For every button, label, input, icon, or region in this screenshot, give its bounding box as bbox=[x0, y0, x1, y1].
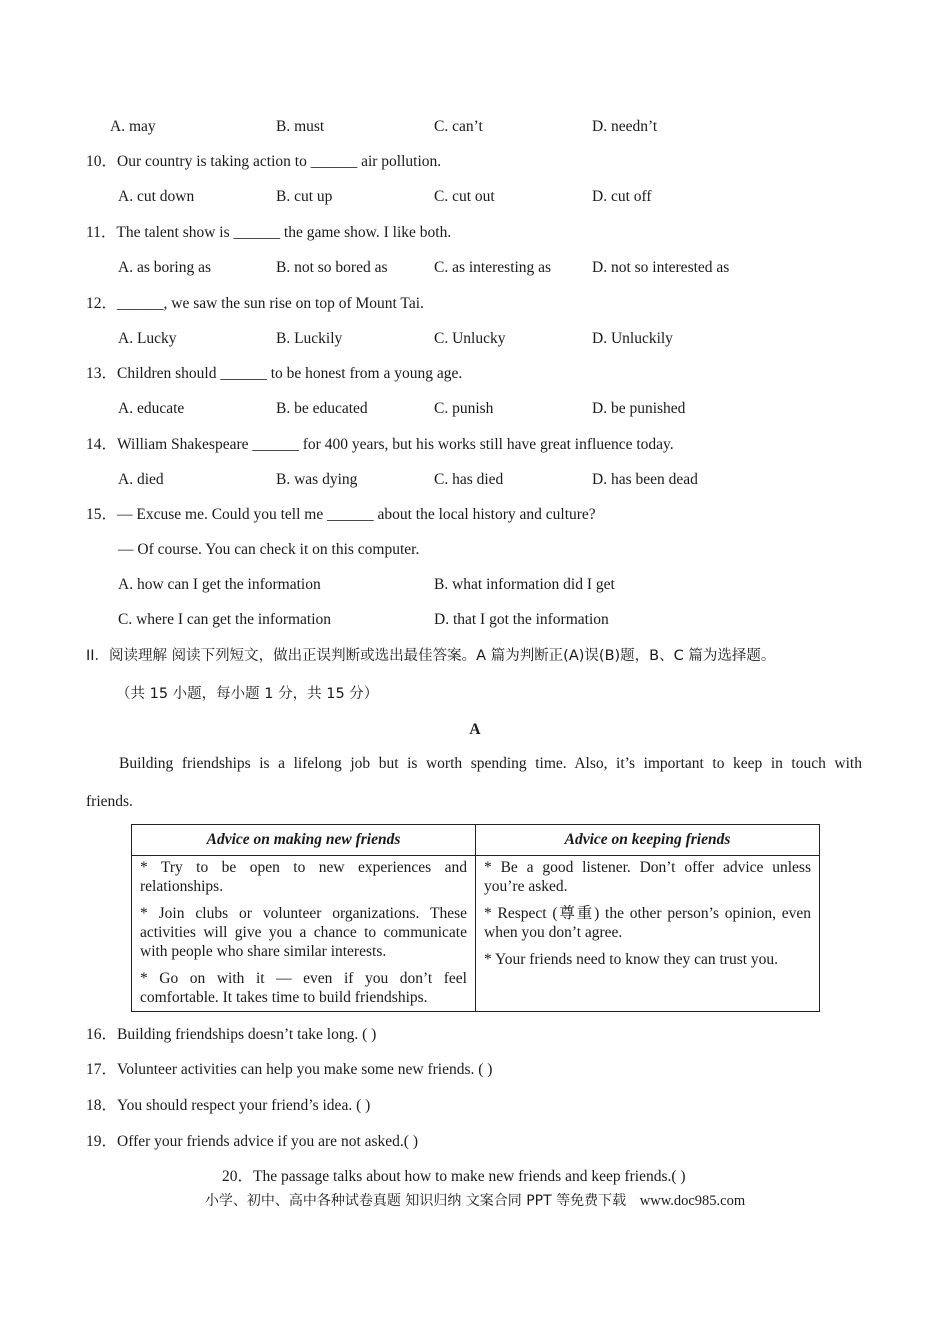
q14-option-b: B. was dying bbox=[276, 471, 358, 488]
q14-option-a: A. died bbox=[118, 471, 164, 488]
q12-option-c: C. Unlucky bbox=[434, 330, 506, 347]
passage-intro-line1: Building friendships is a lifelong job but is worth spending time. Also, it’s important to keep in touch with bbox=[119, 755, 862, 772]
advice-col1-item: * Go on with it — even if you don’t feel comfortable. It takes time to build friendships. bbox=[140, 970, 467, 1006]
q11-option-c: C. as interesting as bbox=[434, 259, 552, 276]
q10-option-d: D. cut off bbox=[592, 188, 652, 205]
q13-stem: 13．Children should ______ to be honest from a young age. bbox=[86, 365, 463, 382]
footer-url: www.doc985.com bbox=[639, 1193, 746, 1209]
q15-stem: 15．— Excuse me. Could you tell me ______ about the local history and culture? bbox=[86, 506, 596, 523]
q11-stem: 11．The talent show is ______ the game show. I like both. bbox=[86, 224, 452, 241]
q14-option-c: C. has died bbox=[434, 471, 504, 488]
q14-stem: 14．William Shakespeare ______ for 400 years, but his works still have great influence today. bbox=[86, 436, 674, 453]
q9-option-a: A. may bbox=[110, 118, 156, 135]
q10-option-c: C. cut out bbox=[434, 188, 495, 205]
advice-col1-header: Advice on making new friends bbox=[132, 825, 476, 856]
q15-option-a: A. how can I get the information bbox=[118, 576, 321, 593]
advice-col2-cell bbox=[476, 856, 820, 1012]
q15-option-d: D. that I got the information bbox=[434, 611, 609, 628]
statement-18: 18．You should respect your friend’s idea. ( ) bbox=[86, 1097, 371, 1114]
advice-col2-header: Advice on keeping friends bbox=[476, 825, 820, 856]
footer-text: 小学、初中、高中各种试卷真题 知识归纳 文案合同 PPT 等免费下载 bbox=[204, 1193, 627, 1209]
advice-col2-item: * Your friends need to know they can trust you. bbox=[484, 951, 779, 968]
q13-option-a: A. educate bbox=[118, 400, 185, 417]
q12-option-b: B. Luckily bbox=[276, 330, 343, 347]
statement-16: 16．Building friendships doesn’t take long. ( ) bbox=[86, 1026, 377, 1043]
section-heading: II．阅读理解 阅读下列短文，做出正误判断或选出最佳答案。A 篇为判断正(A)误(B)题，B、C 篇为选择题。 bbox=[86, 648, 776, 664]
section-scoring-note: （共 15 小题，每小题 1 分，共 15 分） bbox=[116, 686, 379, 702]
q9-option-b: B. must bbox=[276, 118, 325, 135]
q15-option-b: B. what information did I get bbox=[434, 576, 615, 593]
q10-option-b: B. cut up bbox=[276, 188, 333, 205]
passage-label: A bbox=[469, 721, 481, 738]
advice-col2-item: * Respect (尊重) the other person’s opinion, even when you don’t agree. bbox=[484, 905, 811, 941]
q15-option-c: C. where I can get the information bbox=[118, 611, 332, 628]
q13-option-d: D. be punished bbox=[592, 400, 686, 417]
q12-stem: 12．______, we saw the sun rise on top of Mount Tai. bbox=[86, 295, 424, 312]
q11-option-b: B. not so bored as bbox=[276, 259, 388, 276]
q11-option-a: A. as boring as bbox=[118, 259, 211, 276]
q10-option-a: A. cut down bbox=[118, 188, 195, 205]
q12-option-a: A. Lucky bbox=[118, 330, 177, 347]
q12-option-d: D. Unluckily bbox=[592, 330, 673, 347]
advice-col1-item: * Try to be open to new experiences and relationships. bbox=[140, 859, 467, 895]
advice-col1-item: * Join clubs or volunteer organizations. These activities will give you a chance to communicate with people who share similar interests. bbox=[140, 905, 467, 960]
q13-option-c: C. punish bbox=[434, 400, 494, 417]
q10-stem: 10．Our country is taking action to ______ air pollution. bbox=[86, 153, 442, 170]
page-footer bbox=[0, 1191, 950, 1211]
statement-20: 20．The passage talks about how to make new friends and keep friends.( ) bbox=[222, 1168, 686, 1185]
advice-table bbox=[131, 824, 820, 1012]
q14-option-d: D. has been dead bbox=[592, 471, 698, 488]
q13-option-b: B. be educated bbox=[276, 400, 368, 417]
q15-reply: — Of course. You can check it on this computer. bbox=[118, 541, 420, 558]
advice-col1-cell bbox=[132, 856, 476, 1012]
advice-col2-item: * Be a good listener. Don’t offer advice unless you’re asked. bbox=[484, 859, 811, 895]
statement-17: 17．Volunteer activities can help you make some new friends. ( ) bbox=[86, 1061, 493, 1078]
q11-option-d: D. not so interested as bbox=[592, 259, 730, 276]
statement-19: 19．Offer your friends advice if you are not asked.( ) bbox=[86, 1133, 418, 1150]
q9-option-c: C. can’t bbox=[434, 118, 483, 135]
passage-intro-line2: friends. bbox=[86, 793, 133, 810]
q9-option-d: D. needn’t bbox=[592, 118, 658, 135]
